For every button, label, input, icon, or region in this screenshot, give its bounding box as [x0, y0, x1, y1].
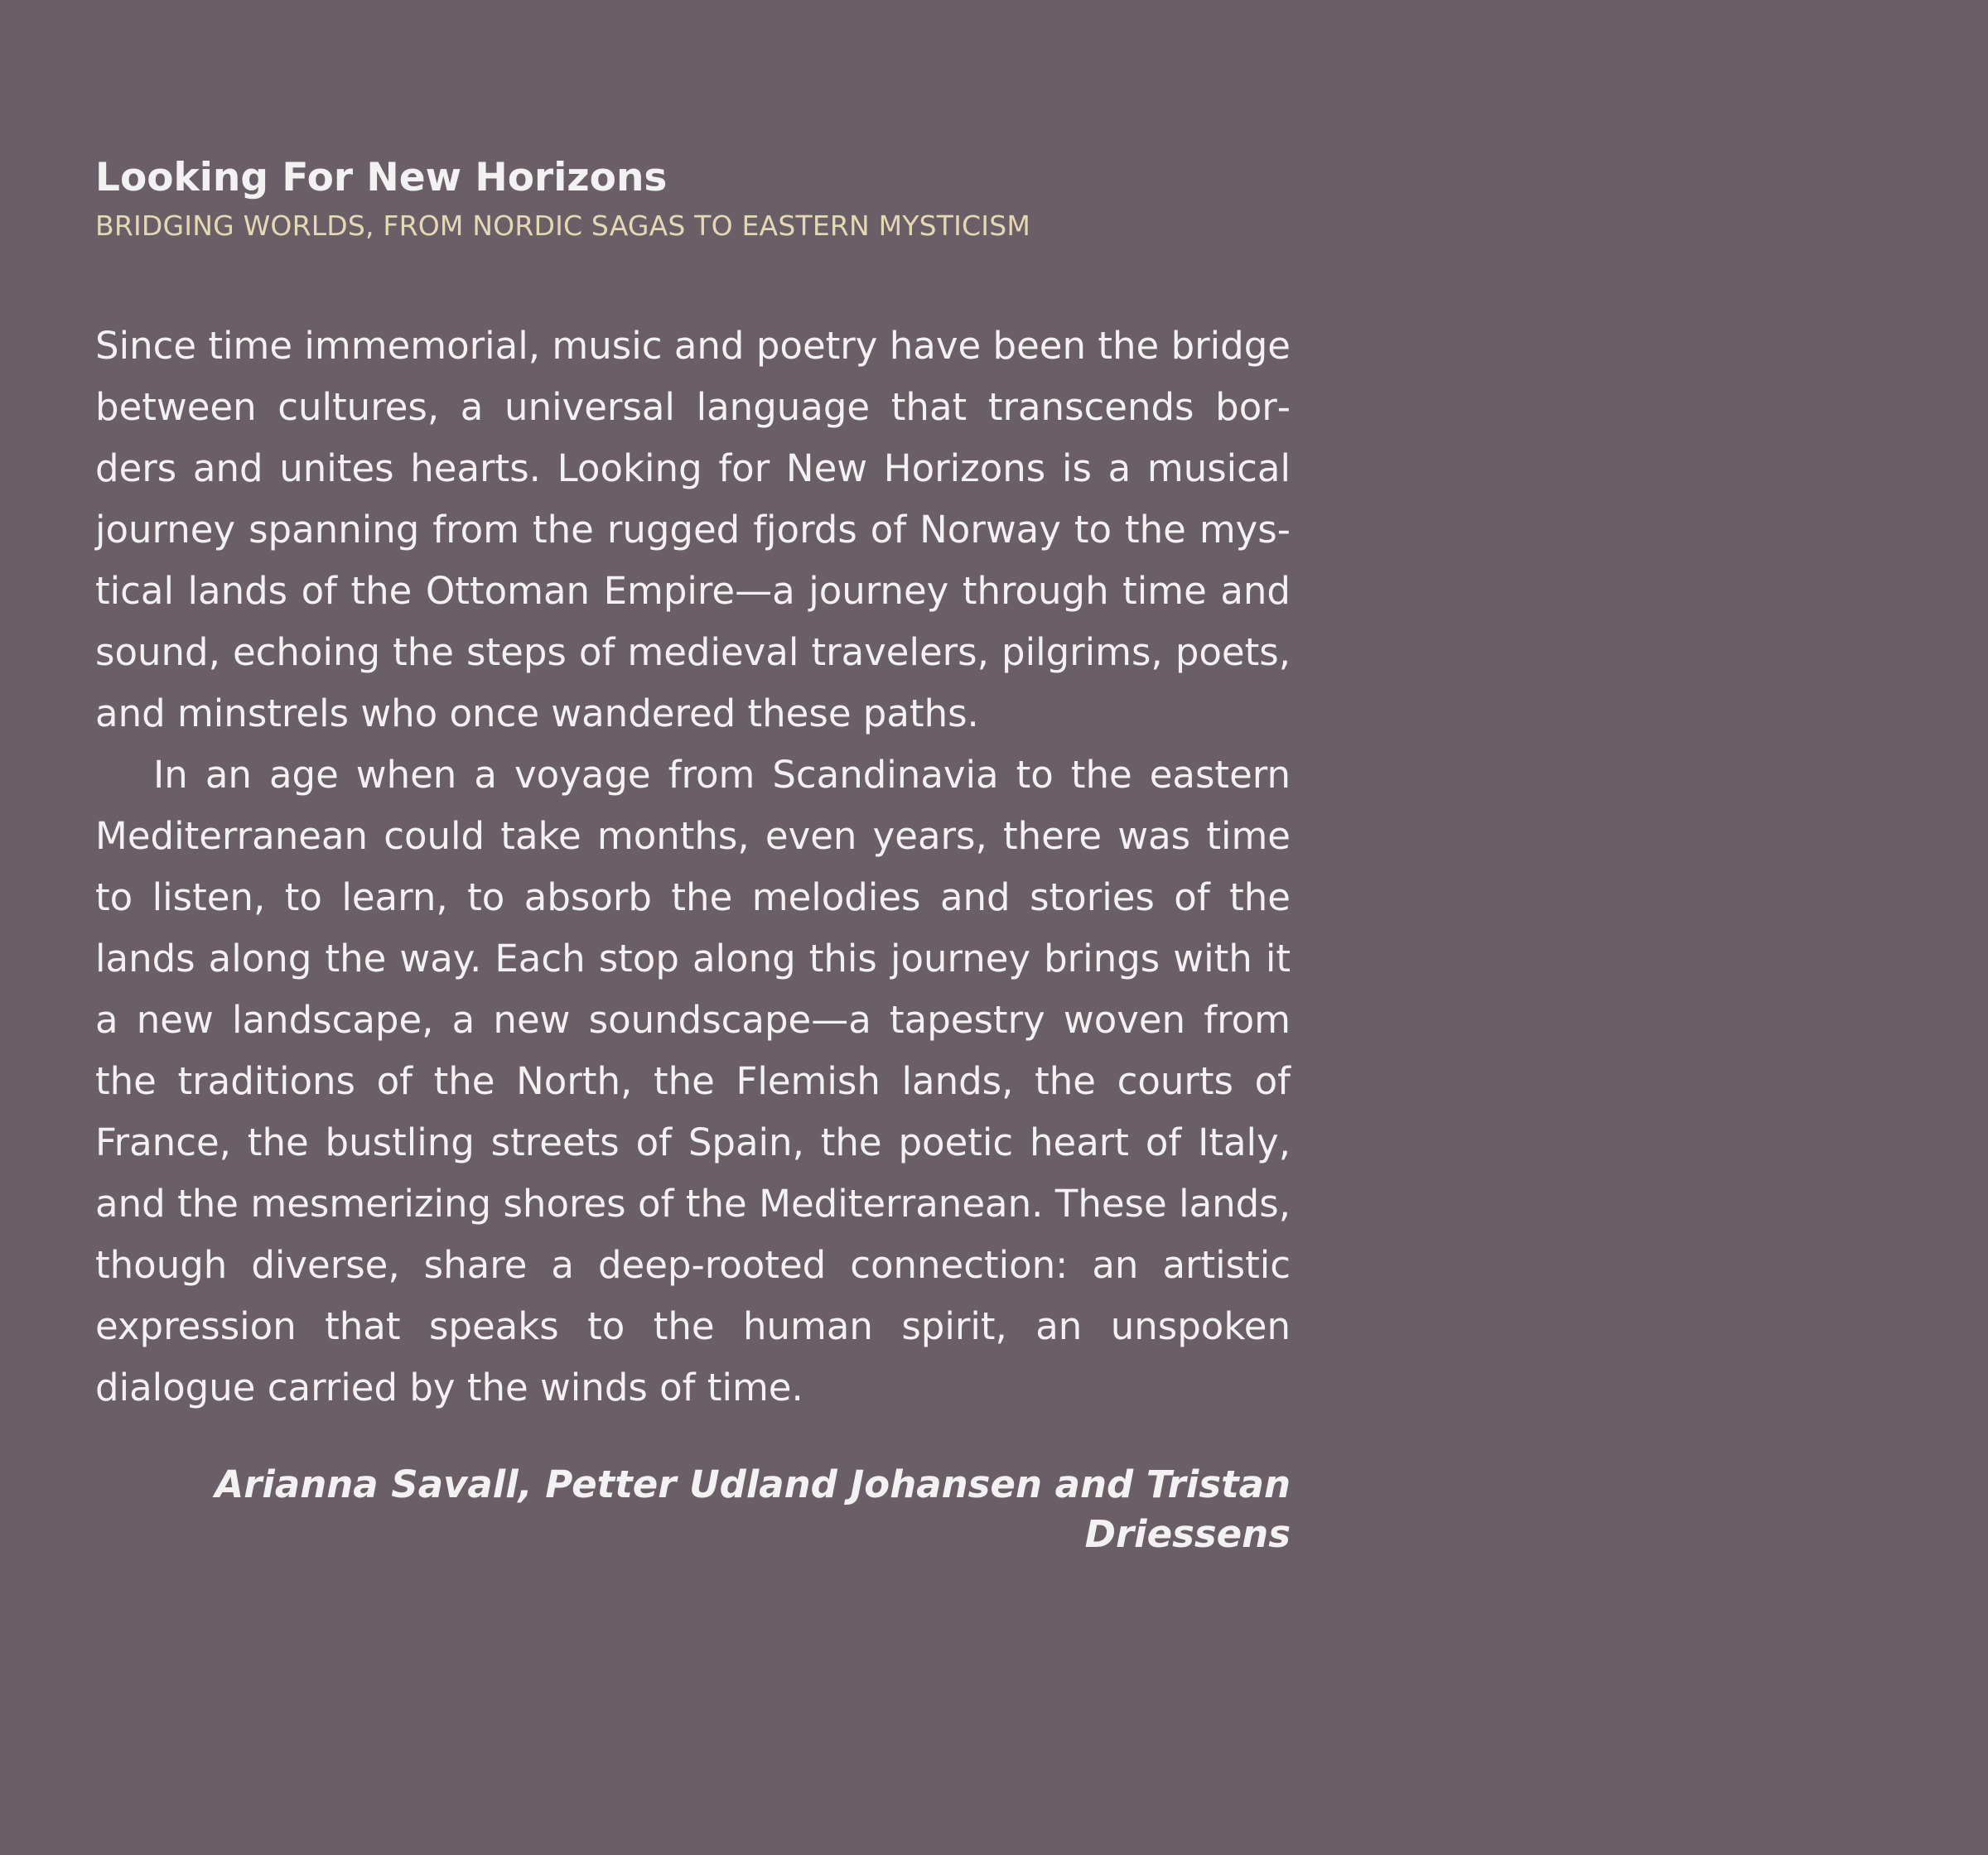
paragraph-1: Since time immemorial, music and poetry have been the bridge between cultures, a universal language that transcends borders and unites hearts. Looking for New Horizons is a musical journey spanning from the rugged fjords of Norway to the mystical lands of the Ottoman Empire—a journey through time and sound, echoing the steps of medieval travelers, pilgrims, poets, and minstrels who once wandered these paths.	[95, 324, 1291, 735]
paragraph-2: In an age when a voyage from Scandinavia to the eastern Mediterranean could take months, even years, there was time to listen, to learn, to absorb the melodies and stories of the lands along the way. Each stop along this journey brings with it a new landscape, a new soundscape—a tapestry woven from the traditions of the North, the Flemish lands, the courts of France, the bustling streets of Spain, the poetic heart of Italy, and the mesmerizing shores of the Mediterranean. These lands, though diverse, share a deep-rooted connection: an artistic expression that speaks to the human spirit, an unspoken dialogue carried by the winds of time.	[95, 753, 1291, 1409]
text-column	[95, 153, 1291, 1559]
author-signature: Arianna Savall, Petter Udland Johansen and Tristan Driessens	[215, 1462, 1291, 1556]
document-title: Looking For New Horizons	[95, 155, 668, 200]
document-subtitle: BRIDGING WORLDS, FROM NORDIC SAGAS TO EASTERN MYSTICISM	[95, 210, 1031, 242]
body-text	[95, 316, 1291, 1419]
